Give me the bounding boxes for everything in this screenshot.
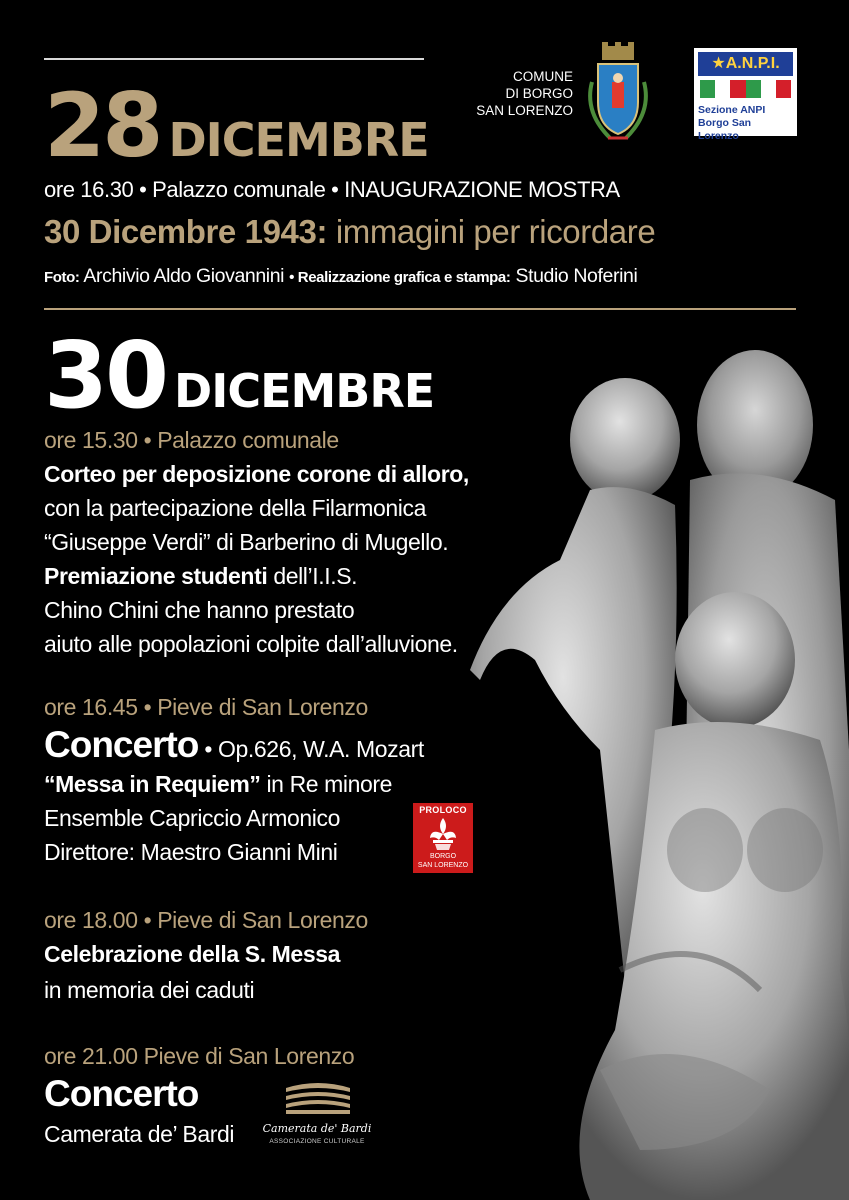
mostra-title-bold: 30 Dicembre 1943: bbox=[44, 213, 328, 250]
camerata-emblem-icon bbox=[282, 1080, 354, 1116]
month-dicembre-2: DICEMBRE bbox=[174, 364, 435, 418]
anpi-flag bbox=[700, 80, 791, 98]
top-rule bbox=[44, 58, 424, 60]
event2-line-2-rest: in Re minore bbox=[260, 771, 393, 797]
credits-value-foto: Archivio Aldo Giovannini bbox=[79, 265, 290, 287]
event1-line-bold: Corteo per deposizione corone di alloro, bbox=[44, 461, 469, 487]
event2-line-2 bbox=[44, 770, 392, 798]
proloco-bottom-2: SAN LORENZO bbox=[417, 862, 469, 869]
day-30: 30 bbox=[44, 322, 167, 429]
event4-time-place: ore 21.00 Pieve di San Lorenzo bbox=[44, 1043, 355, 1069]
camerata-sub: ASSOCIAZIONE CULTURALE bbox=[269, 1138, 365, 1145]
month-dicembre-1: DICEMBRE bbox=[168, 113, 429, 167]
event2-line-3: Ensemble Capriccio Armonico bbox=[44, 805, 340, 831]
event1-line-5: Chino Chini che hanno prestato bbox=[44, 597, 355, 623]
day-28: 28 bbox=[44, 74, 161, 177]
event1-line-4 bbox=[44, 562, 357, 590]
event2-title-rest: • Op.626, W.A. Mozart bbox=[198, 736, 424, 762]
camerata-logo bbox=[262, 1080, 372, 1150]
proloco-logo bbox=[413, 803, 473, 873]
fleur-de-lis-icon bbox=[427, 816, 459, 852]
comune-text bbox=[455, 68, 573, 119]
mostra-title-light: immagini per ricordare bbox=[327, 213, 656, 250]
proloco-top: PROLOCO bbox=[419, 805, 467, 815]
event1-line-2: con la partecipazione della Filarmonica bbox=[44, 495, 427, 521]
event1-premiazione: Premiazione studenti bbox=[44, 563, 268, 589]
comune-line-1: COMUNE bbox=[513, 69, 573, 84]
credits-label-grafica: • Realizzazione grafica e stampa: bbox=[289, 269, 511, 286]
credits-line bbox=[44, 262, 637, 292]
credits-value-grafica: Studio Noferini bbox=[510, 265, 638, 287]
date-28-heading bbox=[44, 74, 429, 177]
proloco-bottom-1: BORGO bbox=[429, 853, 457, 860]
event2-title: Concerto bbox=[44, 724, 199, 765]
event3-line-2: in memoria dei caduti bbox=[44, 977, 255, 1003]
anpi-title: A.N.P.I. bbox=[725, 55, 780, 72]
anpi-section-line-2: Borgo San Lorenzo bbox=[698, 117, 752, 142]
credits-label-foto: Foto: bbox=[44, 269, 80, 286]
event1-line-6: aiuto alle popolazioni colpite dall’alluvione. bbox=[44, 631, 458, 657]
comune-line-2: DI BORGO bbox=[505, 86, 573, 101]
event4-line-2: Camerata de’ Bardi bbox=[44, 1121, 235, 1147]
event2-title-line bbox=[44, 724, 424, 770]
event1-time-place: ore 15.30 • Palazzo comunale bbox=[44, 427, 339, 453]
middle-rule bbox=[44, 308, 796, 310]
event1-line-3: “Giuseppe Verdi” di Barberino di Mugello. bbox=[44, 529, 449, 555]
mostra-title bbox=[44, 212, 655, 252]
coat-of-arms-icon bbox=[580, 42, 656, 146]
statue-image bbox=[440, 330, 849, 1200]
date-30-heading bbox=[44, 322, 435, 429]
event3-time-place: ore 18.00 • Pieve di San Lorenzo bbox=[44, 907, 368, 933]
event2-messa: “Messa in Requiem” bbox=[44, 771, 261, 797]
anpi-section-line-1: Sezione ANPI bbox=[698, 104, 766, 116]
event1-line-4-rest: dell’I.I.S. bbox=[267, 563, 358, 589]
anpi-logo bbox=[694, 48, 797, 142]
event4-title: Concerto bbox=[44, 1073, 199, 1114]
comune-line-3: SAN LORENZO bbox=[476, 103, 573, 118]
event3-line-bold: Celebrazione della S. Messa bbox=[44, 941, 340, 967]
event2-time-place: ore 16.45 • Pieve di San Lorenzo bbox=[44, 694, 368, 720]
star-icon: ★ bbox=[711, 55, 726, 72]
camerata-name: Camerata de' Bardi bbox=[262, 1122, 372, 1135]
event2-line-4: Direttore: Maestro Gianni Mini bbox=[44, 839, 338, 865]
inaugurazione-line: ore 16.30 • Palazzo comunale • INAUGURAZIONE MOSTRA bbox=[44, 177, 620, 202]
anpi-title-bar bbox=[698, 52, 793, 76]
